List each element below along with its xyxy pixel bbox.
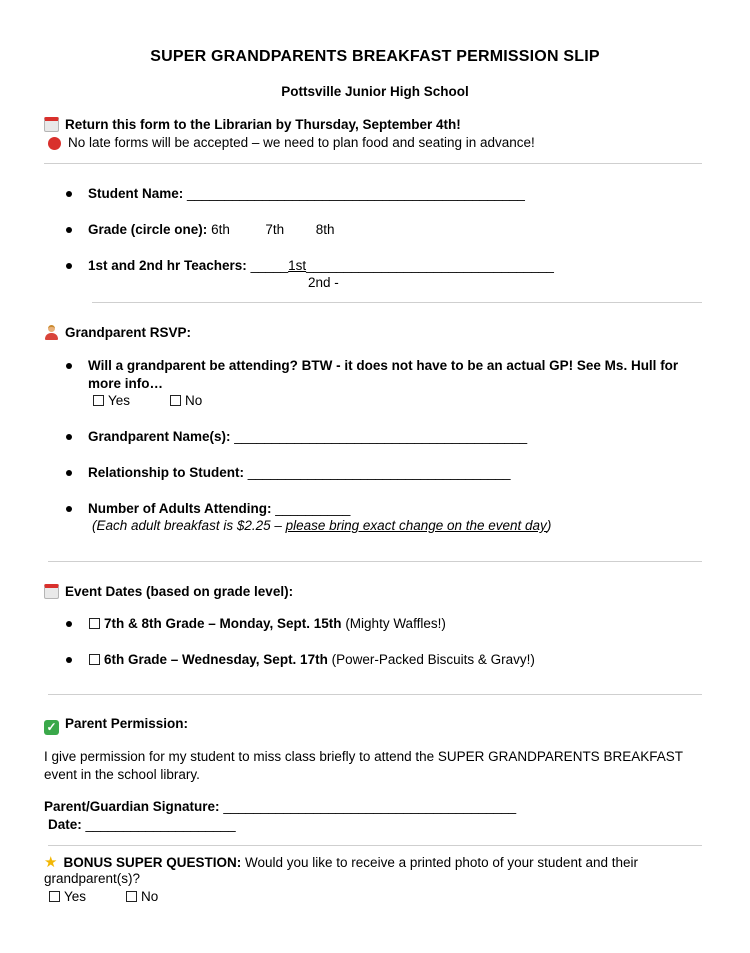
signature-field[interactable]: [44, 799, 516, 814]
permission-text-line1: I give permission for my student to miss class briefly to attend the SUPER GRANDPARENTS BREAKFAST: [44, 749, 683, 764]
divider: [92, 302, 702, 303]
bullet: [66, 263, 72, 269]
checkbox-icon[interactable]: [49, 891, 60, 902]
signature-line[interactable]: _______________________________________: [223, 799, 517, 814]
red-circle-icon: [48, 137, 61, 150]
page-title: SUPER GRANDPARENTS BREAKFAST PERMISSION SLIP: [150, 48, 600, 65]
bonus-question-line1: Would you like to receive a printed photo of your student and their: [245, 855, 638, 870]
rsvp-yes-label: Yes: [108, 393, 131, 408]
grandparent-names-line[interactable]: _______________________________________: [234, 429, 528, 444]
adults-attending-label: Number of Adults Attending:: [88, 501, 272, 516]
event-date-6th: 6th Grade – Wednesday, Sept. 17th: [104, 652, 328, 667]
grade-label: Grade (circle one):: [88, 222, 208, 237]
late-notice: No late forms will be accepted – we need to plan food and seating in advance!: [68, 135, 535, 150]
checkbox-icon[interactable]: [89, 618, 100, 629]
grandparent-icon: [44, 325, 59, 340]
bullet: [66, 434, 72, 440]
date-field[interactable]: [48, 817, 236, 832]
star-icon: ★: [44, 854, 58, 871]
grandparent-names-label: Grandparent Name(s):: [88, 429, 231, 444]
bullet: [66, 191, 72, 197]
relationship-line[interactable]: ___________________________________: [247, 465, 511, 480]
grade-option-8th[interactable]: 8th: [315, 222, 335, 237]
first-hour-teacher[interactable]: 1st: [288, 258, 307, 273]
cost-note: [92, 518, 551, 533]
divider: [48, 845, 702, 846]
student-name-label: Student Name:: [88, 186, 184, 201]
events-heading: Event Dates (based on grade level):: [65, 584, 294, 599]
event-option-7th-8th[interactable]: [89, 616, 446, 631]
rsvp-heading: Grandparent RSVP:: [65, 325, 192, 340]
cost-note-exact-change: please bring exact change on the event day: [285, 518, 547, 533]
divider: [44, 163, 702, 164]
student-name-line[interactable]: _____________________________________________: [187, 186, 525, 201]
bullet: [66, 363, 72, 369]
permission-heading: Parent Permission:: [65, 716, 189, 731]
teachers-field[interactable]: [88, 258, 554, 273]
divider: [48, 561, 702, 562]
relationship-label: Relationship to Student:: [88, 465, 244, 480]
student-name-field[interactable]: [88, 186, 525, 201]
checkbox-icon[interactable]: [89, 654, 100, 665]
checkbox-icon[interactable]: [126, 891, 137, 902]
event-note-7th-8th: (Mighty Waffles!): [345, 616, 446, 631]
rsvp-no-option[interactable]: [170, 393, 202, 408]
bullet: [66, 657, 72, 663]
second-hour-teacher[interactable]: 2nd -: [308, 275, 339, 290]
bullet: [66, 621, 72, 627]
grade-option-7th[interactable]: 7th: [265, 222, 285, 237]
grade-option-6th[interactable]: 6th: [211, 222, 230, 237]
bonus-yes-option[interactable]: [49, 889, 86, 904]
bonus-no-label: No: [141, 889, 159, 904]
late-notice-row: [48, 135, 535, 150]
bullet: [66, 470, 72, 476]
teachers-line-end[interactable]: _________________________________: [306, 258, 554, 273]
bullet: [66, 227, 72, 233]
rsvp-question-line2: more info…: [88, 376, 164, 391]
adults-attending-line[interactable]: __________: [275, 501, 351, 516]
date-line[interactable]: ____________________: [85, 817, 236, 832]
bonus-question-line2: grandparent(s)?: [44, 871, 141, 886]
date-label: Date:: [48, 817, 82, 832]
cost-note-close: ): [546, 518, 552, 533]
grade-field: [88, 222, 334, 237]
check-mark-icon: ✓: [44, 720, 59, 735]
return-notice-row: [44, 117, 461, 132]
checkbox-icon[interactable]: [170, 395, 181, 406]
teachers-line-start[interactable]: _____: [250, 258, 289, 273]
event-date-7th-8th: 7th & 8th Grade – Monday, Sept. 15th: [104, 616, 342, 631]
bonus-question-line1-row: [44, 853, 638, 871]
return-notice: Return this form to the Librarian by Thursday, September 4th!: [65, 117, 461, 132]
teachers-label: 1st and 2nd hr Teachers:: [88, 258, 247, 273]
bonus-no-option[interactable]: [126, 889, 158, 904]
signature-label: Parent/Guardian Signature:: [44, 799, 220, 814]
bonus-yes-label: Yes: [64, 889, 87, 904]
checkbox-icon[interactable]: [93, 395, 104, 406]
adults-attending-field[interactable]: [88, 501, 350, 516]
rsvp-yes-option[interactable]: [93, 393, 130, 408]
relationship-field[interactable]: [88, 465, 511, 480]
permission-heading-row: [44, 716, 188, 735]
rsvp-question-line1: Will a grandparent be attending? BTW - it does not have to be an actual GP! See Ms. Hull for: [88, 358, 679, 373]
event-option-6th[interactable]: [89, 652, 535, 667]
bullet: [66, 506, 72, 512]
bonus-label: BONUS SUPER QUESTION:: [63, 855, 242, 870]
divider: [48, 694, 702, 695]
event-note-6th: (Power-Packed Biscuits & Gravy!): [331, 652, 535, 667]
calendar-icon: [44, 584, 59, 599]
school-name: Pottsville Junior High School: [281, 84, 469, 99]
events-heading-row: [44, 584, 293, 599]
cost-note-text: (Each adult breakfast is $2.25 –: [92, 518, 286, 533]
rsvp-heading-row: [44, 325, 191, 340]
rsvp-no-label: No: [185, 393, 203, 408]
permission-text-line2: event in the school library.: [44, 767, 200, 782]
calendar-icon: [44, 117, 59, 132]
grandparent-names-field[interactable]: [88, 429, 527, 444]
